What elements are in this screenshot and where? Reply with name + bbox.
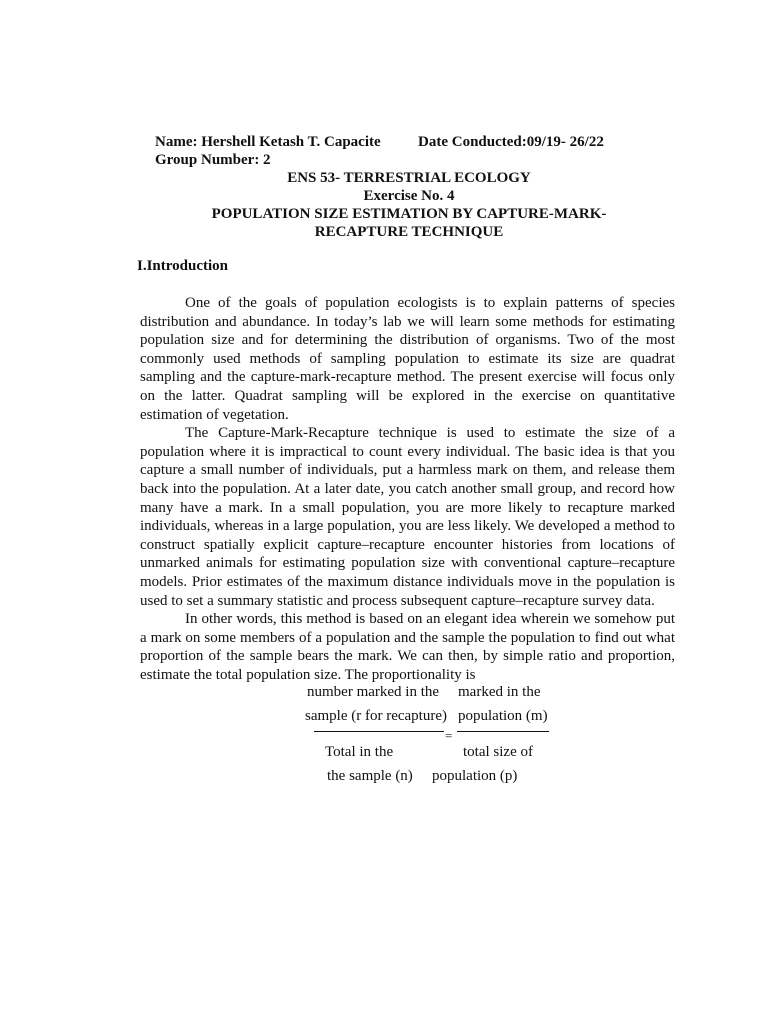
course-title: ENS 53- TERRESTRIAL ECOLOGY bbox=[287, 170, 531, 186]
left-denominator-line-2: the sample (n) bbox=[327, 768, 413, 784]
exercise-number: Exercise No. 4 bbox=[363, 188, 455, 204]
equals-sign: = bbox=[445, 728, 453, 743]
group-number: Group Number: 2 bbox=[155, 152, 271, 168]
left-denominator-line-1: Total in the bbox=[325, 744, 394, 760]
right-numerator-line-1: marked in the bbox=[458, 684, 541, 700]
exercise-title-line-2: RECAPTURE TECHNIQUE bbox=[314, 224, 504, 240]
left-fraction-bar bbox=[314, 731, 444, 732]
left-numerator-line-1: number marked in the bbox=[307, 684, 440, 700]
date-conducted: Date Conducted:09/19- 26/22 bbox=[418, 134, 604, 150]
left-numerator-line-2: sample (r for recapture) bbox=[305, 708, 448, 724]
right-numerator-line-2: population (m) bbox=[458, 708, 548, 724]
right-fraction-bar bbox=[457, 731, 549, 732]
introduction-body bbox=[140, 294, 675, 684]
paragraph-1: One of the goals of population ecologists is to explain patterns of species distribution and abundance. In today’s lab we will learn some methods for estimating population size and for determining the distribution of organisms. Two of the most commonly used methods of sampling population to estimate its size are quadrat sampling and the capture-mark-recapture method. The present exercise will focus only on the latter. Quadrat sampling will be explored in the exercise on quantitative estimation of vegetation. bbox=[140, 295, 675, 423]
exercise-title-line-1: POPULATION SIZE ESTIMATION BY CAPTURE-MARK- bbox=[211, 206, 607, 222]
section-heading: I.Introduction bbox=[137, 258, 228, 274]
student-name: Name: Hershell Ketash T. Capacite bbox=[155, 134, 381, 150]
right-denominator-line-1: total size of bbox=[463, 744, 533, 760]
paragraph-3: In other words, this method is based on an elegant idea wherein we somehow put a mark on some members of a population and the sample the population to find out what proportion of the sample bears the mark. We can then, by simple ratio and proportion, estimate the total population size. The proportionality is bbox=[140, 611, 675, 683]
paragraph-2: The Capture-Mark-Recapture technique is used to estimate the size of a population where it is impractical to count every individual. The basic idea is that you capture a small number of individuals, put a harmless mark on them, and release them back into the population. At a later date, you catch another small group, and record how many have a mark. In a small population, you are more likely to recapture marked individuals, whereas in a large population, you are less likely. We developed a method to construct spatially explicit capture–recapture encounter histories from locations of unmarked animals for estimating population size with conventional capture–recapture models. Prior estimates of the maximum distance individuals move in the population is used to set a summary statistic and process subsequent capture–recapture survey data. bbox=[140, 425, 675, 609]
right-denominator-line-2: population (p) bbox=[432, 768, 518, 784]
